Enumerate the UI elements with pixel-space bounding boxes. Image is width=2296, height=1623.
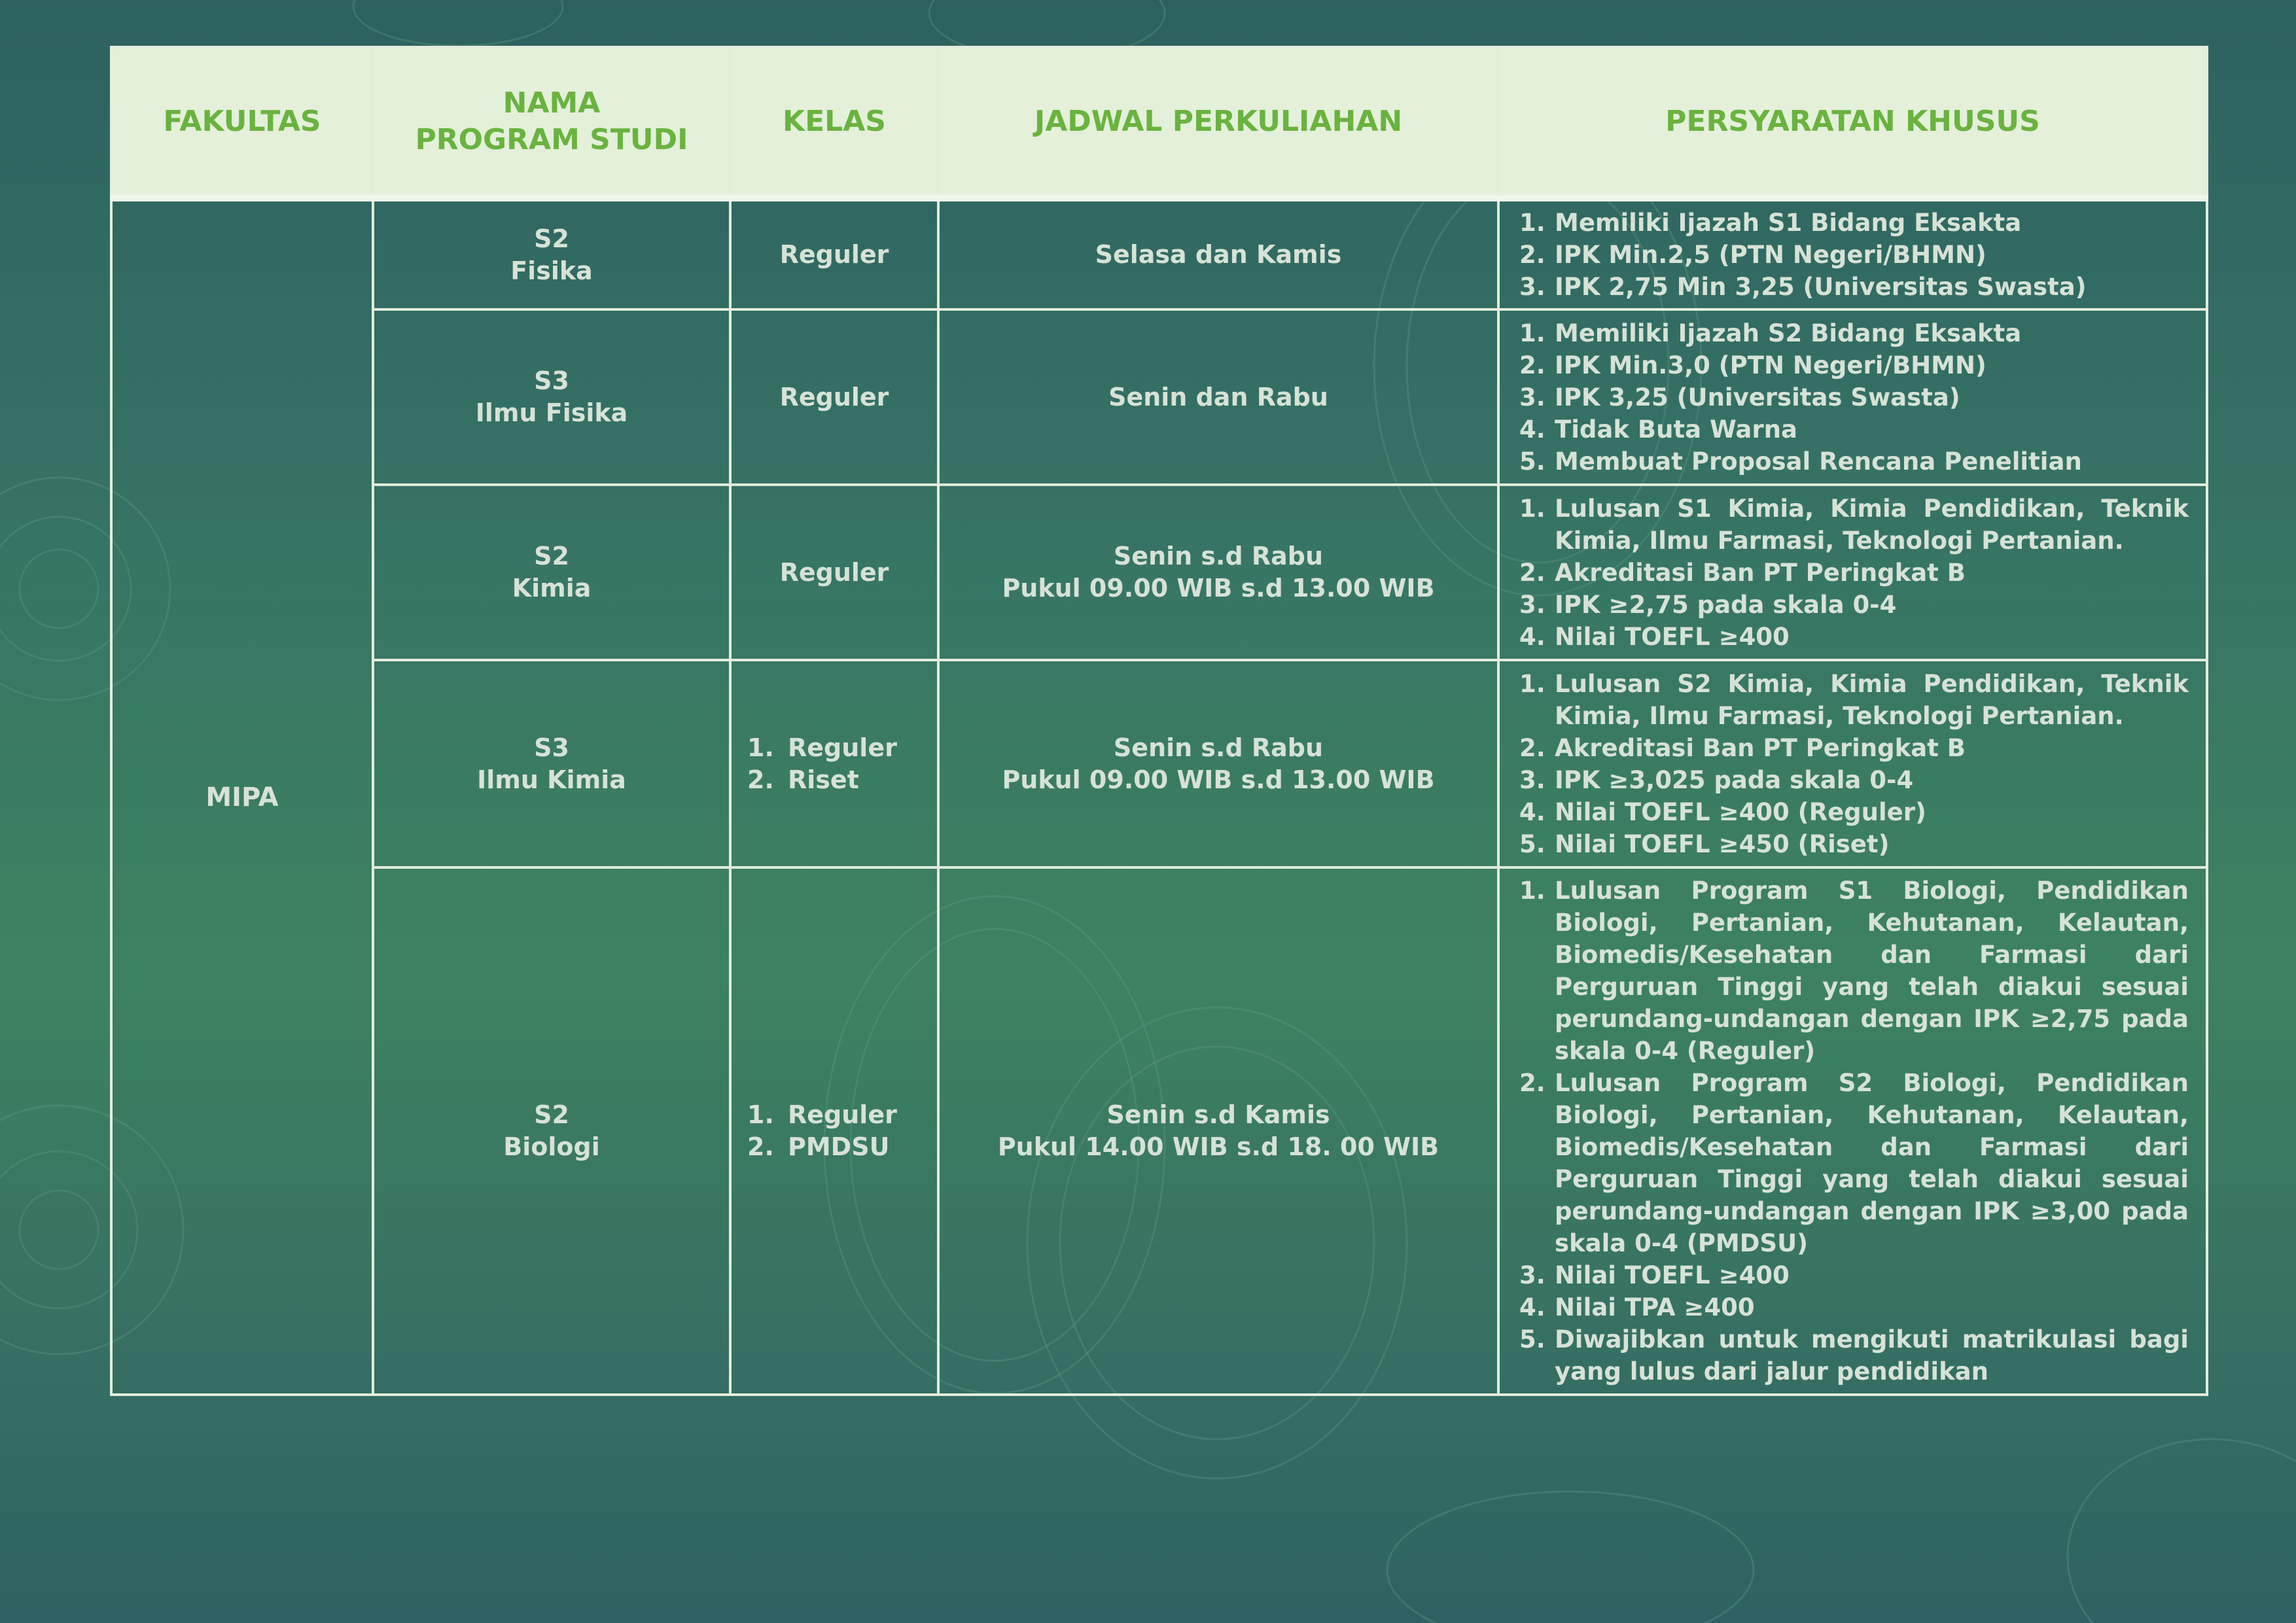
requirements-list xyxy=(1513,493,2189,653)
list-item xyxy=(1513,557,2189,589)
jadwal-line2: Pukul 14.00 WIB s.d 18. 00 WIB xyxy=(997,1132,1439,1161)
list-item xyxy=(1513,317,2189,349)
program-cell xyxy=(373,309,730,485)
list-item xyxy=(1513,381,2189,413)
list-item-number: 5. xyxy=(1519,829,1545,858)
list-item-text: Nilai TOEFL ≥400 xyxy=(1555,1261,1790,1289)
list-item xyxy=(1513,668,2189,732)
list-item xyxy=(1513,621,2189,653)
program-cell xyxy=(373,485,730,660)
list-item xyxy=(1513,828,2189,860)
list-item-number: 4. xyxy=(1519,1293,1545,1321)
list-item xyxy=(1513,1259,2189,1291)
program-name: Fisika xyxy=(510,256,593,285)
kelas-cell xyxy=(730,867,938,1395)
jadwal-cell xyxy=(938,485,1498,660)
list-item-text: Nilai TPA ≥400 xyxy=(1555,1293,1755,1321)
jadwal-line2: Pukul 09.00 WIB s.d 13.00 WIB xyxy=(1002,765,1435,794)
list-item xyxy=(1513,271,2189,303)
program-level: S2 xyxy=(534,542,569,570)
list-item-text: Memiliki Ijazah S2 Bidang Eksakta xyxy=(1555,319,2022,347)
list-item-number: 2. xyxy=(1519,351,1545,379)
jadwal-cell xyxy=(938,660,1498,867)
list-item-text: Nilai TOEFL ≥450 (Riset) xyxy=(1555,829,1890,858)
list-item-text: Nilai TOEFL ≥400 xyxy=(1555,622,1790,651)
list-item xyxy=(1513,413,2189,445)
list-item xyxy=(1513,796,2189,828)
list-item-text: Tidak Buta Warna xyxy=(1555,415,1797,444)
list-item-number: 3. xyxy=(1519,383,1545,411)
faculty-cell: MIPA xyxy=(111,198,373,1395)
list-item-number: 2. xyxy=(747,765,774,794)
jadwal-line1: Senin s.d Kamis xyxy=(1106,1100,1330,1129)
list-item-number: 4. xyxy=(1519,415,1545,444)
program-name: Ilmu Kimia xyxy=(477,765,626,794)
list-item xyxy=(747,764,897,796)
list-item xyxy=(1513,589,2189,621)
kelas-cell xyxy=(730,660,938,867)
admission-table-container xyxy=(110,46,2206,1396)
list-item-number: 3. xyxy=(1519,590,1545,619)
list-item-number: 2. xyxy=(1519,558,1545,587)
list-item xyxy=(1513,875,2189,1067)
program-level: S2 xyxy=(534,224,569,253)
list-item-number: 2. xyxy=(1519,241,1545,269)
table-row xyxy=(111,198,2207,309)
list-item-text: Membuat Proposal Rencana Penelitian xyxy=(1555,447,2082,476)
program-level: S3 xyxy=(534,366,569,395)
list-item xyxy=(747,1099,897,1131)
list-item xyxy=(1513,207,2189,239)
requirements-list xyxy=(1513,317,2189,478)
kelas-list xyxy=(747,1099,897,1163)
kelas-list xyxy=(747,732,897,796)
list-item-number: 4. xyxy=(1519,797,1545,826)
list-item xyxy=(1513,1323,2189,1387)
kelas-cell: Reguler xyxy=(730,485,938,660)
kelas-cell: Reguler xyxy=(730,309,938,485)
list-item-number: 5. xyxy=(1519,447,1545,476)
program-cell xyxy=(373,867,730,1395)
jadwal-line1: Senin s.d Rabu xyxy=(1113,542,1324,570)
list-item-text: IPK ≥2,75 pada skala 0-4 xyxy=(1555,590,1897,619)
list-item-number: 2. xyxy=(1519,1069,1545,1097)
program-level: S2 xyxy=(534,1100,569,1129)
requirements-cell xyxy=(1498,198,2207,309)
list-item-number: 1. xyxy=(747,733,774,762)
list-item-number: 2. xyxy=(1519,733,1545,762)
header-program-line2: PROGRAM STUDI xyxy=(415,123,688,156)
header-persyaratan: PERSYARATAN KHUSUS xyxy=(1498,47,2207,198)
requirements-cell xyxy=(1498,660,2207,867)
list-item-text: Lulusan S1 Kimia, Kimia Pendidikan, Teknik Kimia, Ilmu Farmasi, Teknologi Pertanian. xyxy=(1555,494,2189,555)
list-item-text: Lulusan S2 Kimia, Kimia Pendidikan, Teknik Kimia, Ilmu Farmasi, Teknologi Pertanian. xyxy=(1555,669,2189,730)
list-item-number: 1. xyxy=(1519,669,1545,698)
list-item xyxy=(747,732,897,764)
list-item-text: Akreditasi Ban PT Peringkat B xyxy=(1555,733,1966,762)
header-program-line1: NAMA xyxy=(503,86,601,120)
list-item-number: 3. xyxy=(1519,765,1545,794)
list-item-number: 1. xyxy=(747,1100,774,1129)
list-item-number: 3. xyxy=(1519,273,1545,301)
table-row xyxy=(111,660,2207,867)
list-item-number: 1. xyxy=(1519,319,1545,347)
list-item-number: 4. xyxy=(1519,622,1545,651)
list-item-number: 1. xyxy=(1519,877,1545,905)
jadwal-line1: Senin s.d Rabu xyxy=(1113,733,1324,762)
requirements-list xyxy=(1513,875,2189,1387)
program-name: Ilmu Fisika xyxy=(475,398,628,427)
list-item-text: Riset xyxy=(788,765,859,794)
list-item-text: Reguler xyxy=(788,733,897,762)
list-item-text: Nilai TOEFL ≥400 (Reguler) xyxy=(1555,797,1926,826)
list-item xyxy=(1513,349,2189,381)
header-fakultas: FAKULTAS xyxy=(111,47,373,198)
program-cell xyxy=(373,660,730,867)
jadwal-line1: Selasa dan Kamis xyxy=(1095,240,1342,269)
jadwal-cell xyxy=(938,198,1498,309)
jadwal-cell xyxy=(938,867,1498,1395)
header-kelas: KELAS xyxy=(730,47,938,198)
program-level: S3 xyxy=(534,733,569,762)
table-row xyxy=(111,485,2207,660)
list-item xyxy=(747,1131,897,1163)
header-program-studi xyxy=(373,47,730,198)
table-row xyxy=(111,867,2207,1395)
list-item-text: Reguler xyxy=(788,1100,897,1129)
list-item-text: IPK Min.3,0 (PTN Negeri/BHMN) xyxy=(1555,351,1987,379)
program-cell xyxy=(373,198,730,309)
table-row xyxy=(111,309,2207,485)
list-item-number: 1. xyxy=(1519,494,1545,523)
list-item xyxy=(1513,1291,2189,1323)
list-item-text: Diwajibkan untuk mengikuti matrikulasi bagi yang lulus dari jalur pendidikan xyxy=(1555,1325,2189,1386)
requirements-list xyxy=(1513,207,2189,303)
list-item xyxy=(1513,1067,2189,1259)
list-item xyxy=(1513,493,2189,557)
list-item-text: IPK ≥3,025 pada skala 0-4 xyxy=(1555,765,1914,794)
list-item-text: IPK Min.2,5 (PTN Negeri/BHMN) xyxy=(1555,241,1987,269)
list-item-text: IPK 2,75 Min 3,25 (Universitas Swasta) xyxy=(1555,273,2087,301)
jadwal-line1: Senin dan Rabu xyxy=(1108,382,1328,411)
list-item-number: 3. xyxy=(1519,1261,1545,1289)
kelas-cell: Reguler xyxy=(730,198,938,309)
jadwal-line2: Pukul 09.00 WIB s.d 13.00 WIB xyxy=(1002,574,1435,602)
jadwal-cell xyxy=(938,309,1498,485)
requirements-cell xyxy=(1498,485,2207,660)
list-item xyxy=(1513,764,2189,796)
requirements-cell xyxy=(1498,867,2207,1395)
list-item-text: Lulusan Program S2 Biologi, Pendidikan Biologi, Pertanian, Kehutanan, Kelautan, Biomedis/Kesehatan dan Farmasi dari Perguruan Tinggi yang telah diakui sesuai perundang-undangan dengan IPK ≥3,00 pada skala 0-4 (PMDSU) xyxy=(1555,1069,2189,1257)
list-item-text: PMDSU xyxy=(788,1132,890,1161)
program-name: Kimia xyxy=(512,574,592,602)
program-name: Biologi xyxy=(503,1132,600,1161)
list-item-text: IPK 3,25 (Universitas Swasta) xyxy=(1555,383,1960,411)
list-item xyxy=(1513,239,2189,271)
admission-table xyxy=(110,46,2208,1396)
list-item xyxy=(1513,732,2189,764)
requirements-list xyxy=(1513,668,2189,860)
list-item-number: 5. xyxy=(1519,1325,1545,1353)
list-item-number: 1. xyxy=(1519,209,1545,237)
table-body xyxy=(111,198,2207,1395)
list-item-text: Akreditasi Ban PT Peringkat B xyxy=(1555,558,1966,587)
requirements-cell xyxy=(1498,309,2207,485)
list-item-text: Lulusan Program S1 Biologi, Pendidikan Biologi, Pertanian, Kehutanan, Kelautan, Biomedis/Kesehatan dan Farmasi dari Perguruan Tinggi yang telah diakui sesuai perundang-undangan dengan IPK ≥2,75 pada skala 0-4 (Reguler) xyxy=(1555,877,2189,1065)
header-row xyxy=(111,47,2207,198)
header-jadwal: JADWAL PERKULIAHAN xyxy=(938,47,1498,198)
list-item-number: 2. xyxy=(747,1132,774,1161)
list-item xyxy=(1513,445,2189,478)
list-item-text: Memiliki Ijazah S1 Bidang Eksakta xyxy=(1555,209,2022,237)
